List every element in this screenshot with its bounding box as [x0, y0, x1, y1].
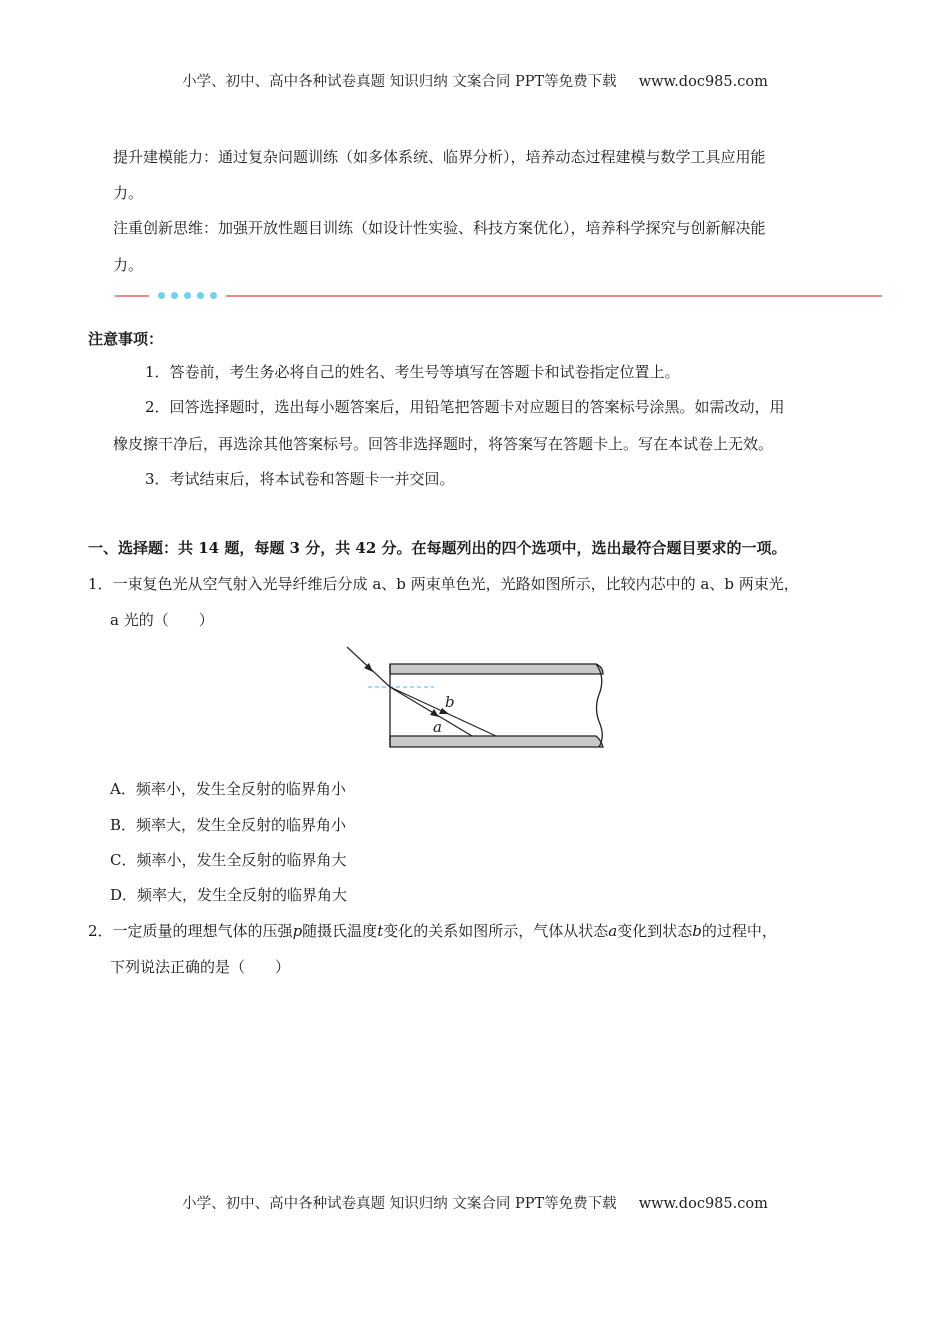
intro-p1-line1: 提升建模能力：通过复杂问题训练（如多体系统、临界分析），培养动态过程建模与数学工具应用能: [113, 148, 766, 166]
notice-item-2-line1: 2．回答选择题时，选出每小题答案后，用铅笔把答题卡对应题目的答案标号涂黑。如需改动，用: [145, 398, 785, 416]
q2-text-5: 的过程中，: [701, 922, 777, 940]
q1-stem-line2: a 光的（ ）: [110, 611, 214, 629]
divider-line-right: [226, 295, 882, 297]
fiber-bottom-cladding: [390, 736, 603, 747]
label-b: b: [445, 693, 455, 711]
intro-p2-line2: 力。: [113, 256, 144, 274]
ray-a-arrowhead: [430, 709, 439, 717]
notice-item-1: 1．答卷前，考生务必将自己的姓名、考生号等填写在答题卡和试卷指定位置上。: [145, 363, 680, 381]
notice-item-2-line2: 橡皮擦干净后，再选涂其他答案标号。回答非选择题时，将答案写在答题卡上。写在本试卷上无效。: [113, 435, 774, 453]
q1-option-d[interactable]: D．频率大，发生全反射的临界角大: [110, 886, 348, 904]
q1-option-b[interactable]: B．频率大，发生全反射的临界角小: [110, 816, 347, 834]
footer-text: 小学、初中、高中各种试卷真题 知识归纳 文案合同 PPT等免费下载: [182, 1196, 617, 1212]
page-header: [0, 70, 950, 91]
divider-dot: [197, 292, 204, 299]
q2-var-t: t: [377, 922, 384, 940]
q2-var-p: p: [292, 922, 303, 940]
q1-stem-line1: 1．一束复色光从空气射入光导纤维后分成 a、b 两束单色光，光路如图所示，比较内芯中的 a、b 两束光，: [88, 575, 799, 593]
divider-dot: [210, 292, 217, 299]
section-divider: [115, 290, 882, 302]
q2-stem-line2: 下列说法正确的是（ ）: [110, 958, 291, 976]
divider-dot: [158, 292, 165, 299]
q2-text-4: 变化到状态: [617, 922, 693, 940]
divider-dot: [171, 292, 178, 299]
ray-a: [390, 687, 472, 736]
footer-url[interactable]: www.doc985.com: [638, 1196, 768, 1212]
q2-stem-line1: [88, 921, 777, 941]
header-text: 小学、初中、高中各种试卷真题 知识归纳 文案合同 PPT等免费下载: [182, 74, 617, 90]
q2-text-1: 一定质量的理想气体的压强: [112, 922, 293, 940]
q1-option-a[interactable]: A．频率小，发生全反射的临界角小: [110, 780, 346, 798]
section-title: 一、选择题：共 14 题，每题 3 分，共 42 分。在每题列出的四个选项中，选出最符合题目要求的一项。: [88, 539, 787, 557]
label-a: a: [433, 718, 442, 736]
q2-var-b: b: [692, 922, 702, 940]
q1-option-c[interactable]: C．频率小，发生全反射的临界角大: [110, 851, 347, 869]
q2-number: 2．: [88, 922, 113, 940]
intro-p1-line2: 力。: [113, 184, 144, 202]
notice-title: 注意事项：: [88, 330, 164, 348]
header-url[interactable]: www.doc985.com: [638, 74, 768, 90]
intro-p2-line1: 注重创新思维：加强开放性题目训练（如设计性实验、科技方案优化），培养科学探究与创新解决能: [113, 219, 766, 237]
page-footer: [0, 1192, 950, 1213]
fiber-top-cladding: [390, 664, 603, 674]
divider-line-left: [115, 295, 149, 297]
q2-text-3: 变化的关系如图所示，气体从状态: [383, 922, 609, 940]
q2-var-a: a: [608, 922, 618, 940]
q2-text-2: 随摄氏温度: [302, 922, 378, 940]
notice-item-3: 3．考试结束后，将本试卷和答题卡一并交回。: [145, 470, 455, 488]
optical-fiber-figure: [343, 644, 613, 756]
fiber-break-line: [596, 664, 602, 747]
divider-dot: [184, 292, 191, 299]
